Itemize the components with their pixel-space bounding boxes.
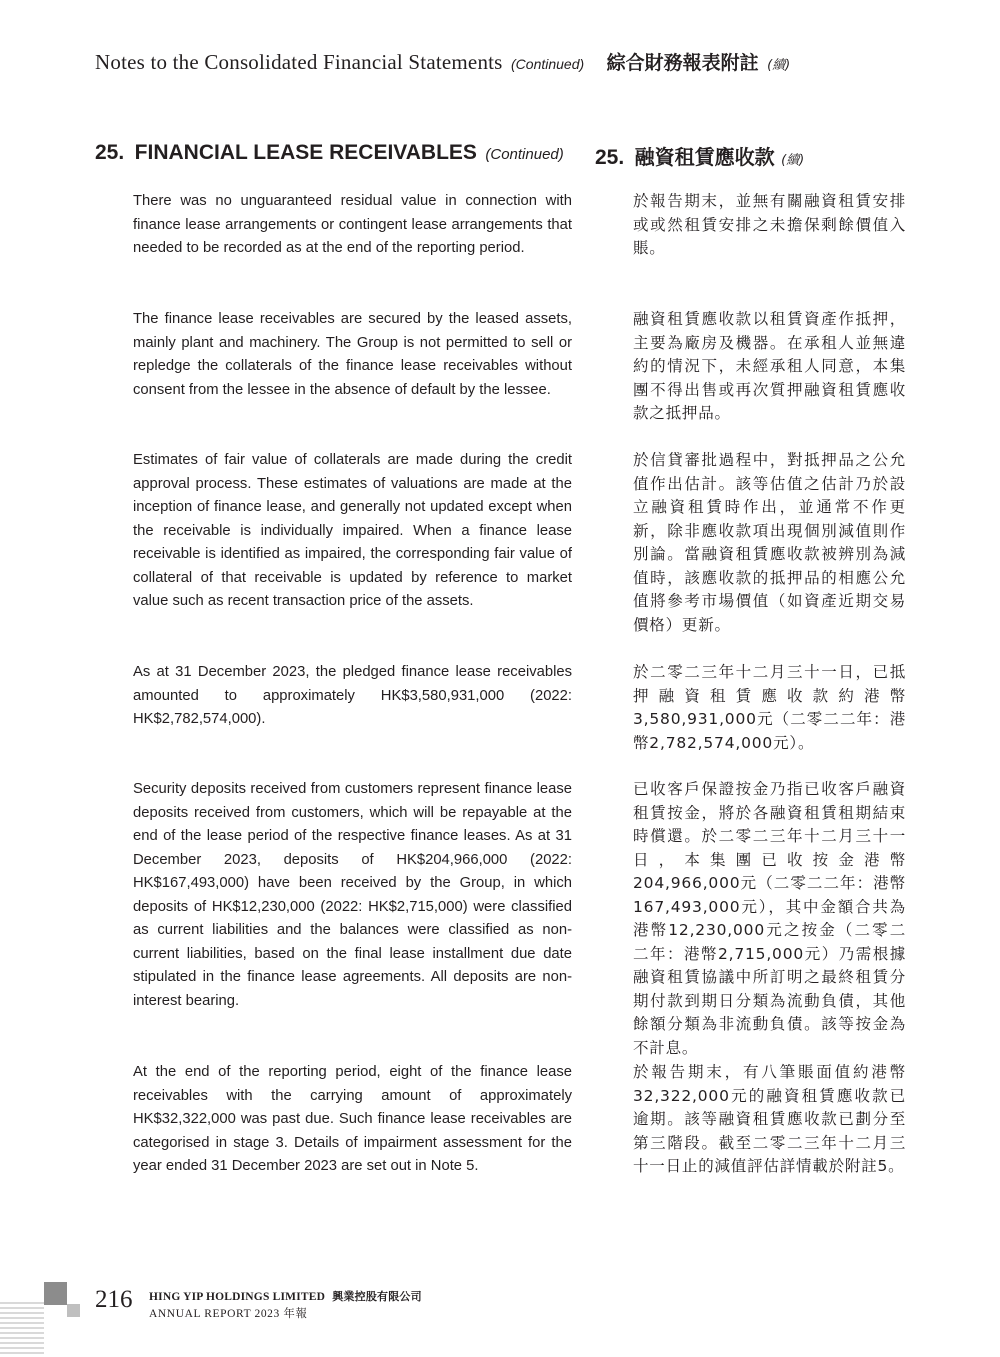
section-continued-zh: (續)	[781, 153, 805, 168]
paragraph-en: Security deposits received from customers represent finance lease deposits received from customers, which will be repayable at the end of the lease period of the respective finance leases. As at 31 December 2023, deposits of HK$204,966,000 (2022: HK$167,493,000) have been received by the Group, in which deposits of HK$12,230,000 (2022: HK$2,715,000) were classified as current liabilities and the balances were classified as non-current liabilities, based on the final lease installment due date stipulated in the finance lease agreements. All deposits are non-interest bearing.	[133, 781, 572, 1009]
company-name: HING YIP HOLDINGS LIMITED	[149, 1291, 326, 1303]
running-header	[95, 48, 790, 75]
paragraph-en: There was no unguaranteed residual value in connection with finance lease arrangements or contingent lease arrangements that needed to be recorded as at the end of the reporting period.	[133, 193, 572, 256]
paragraph-zh: 於信貸審批過程中，對抵押品之公允值作出估計。該等估值之估計乃於設立融資租賃時作出，並通常不作更新，除非應收款項出現個別減值則作別論。當融資租賃應收款被辨別為減值時，該應收款的抵押品的相應公允值將參考市場價值（如資產近期交易價格）更新。	[633, 451, 906, 634]
paragraph-zh: 於二零二三年十二月三十一日，已抵押融資租賃應收款約港幣3,580,931,000元（二零二二年：港幣2,782,574,000元）。	[633, 663, 906, 752]
paragraph-en: Estimates of fair value of collaterals are made during the credit approval process. These estimates of valuations are made at the inception of finance lease, and generally not updated except when the receivable is individually impaired. When a finance lease receivable is identified as impaired, the corresponding fair value of collateral of that receivable is updated by reference to market value such as recent transaction price of the assets.	[133, 452, 572, 609]
paragraph-zh: 於報告期末，有八筆賬面值約港幣32,322,000元的融資租賃應收款已逾期。該等融資租賃應收款已劃分至第三階段。截至二零二三年十二月三十一日止的減值評估詳情載於附註5。	[633, 1063, 906, 1175]
running-header-continued: (Continued)	[511, 56, 585, 72]
paragraph-en: The finance lease receivables are secured by the leased assets, mainly plant and machinery. The Group is not permitted to sell or repledge the collaterals of the finance lease receivables without consent from the lessee in the absence of default by the lessee.	[133, 311, 572, 398]
paragraph-en: As at 31 December 2023, the pledged finance lease receivables amounted to approximately HK$3,580,931,000 (2022: HK$2,782,574,000).	[133, 664, 572, 727]
page-number: 216	[95, 1286, 133, 1313]
running-header-continued-zh: (續)	[767, 58, 791, 73]
paragraph-zh: 已收客戶保證按金乃指已收客戶融資租賃按金，將於各融資租賃租期結束時償還。於二零二三年十二月三十一日，本集團已收按金港幣204,966,000元（二零二二年：港幣167,493,000元），其中金額合共為港幣12,230,000元之按金（二零二二年：港幣2,715,000元）乃需根據融資租賃協議中所訂明之最終租賃分期付款到期日分類為流動負債，其他餘額分類為非流動負債。該等按金為不計息。	[633, 780, 906, 1057]
company-name-zh: 興業控股有限公司	[332, 1290, 422, 1303]
annual-report-label: ANNUAL REPORT 2023 年報	[149, 1308, 308, 1320]
paragraph-zh: 融資租賃應收款以租賃資產作抵押，主要為廠房及機器。在承租人並無違約的情況下，未經承租人同意，本集團不得出售或再次質押融資租賃應收款之抵押品。	[633, 310, 906, 422]
section-number: 25.	[95, 141, 125, 164]
paragraph-en: At the end of the reporting period, eight of the finance lease receivables with the carrying amount of approximately HK$32,322,000 was past due. Such finance lease receivables are categorised in stage 3. Details of impairment assessment for the year ended 31 December 2023 are set out in Note 5.	[133, 1064, 572, 1174]
footer-decoration	[0, 1280, 90, 1357]
section-number-zh: 25.	[595, 146, 625, 169]
paragraph-zh: 於報告期末，並無有關融資租賃安排或或然租賃安排之未擔保剩餘價值入賬。	[633, 192, 906, 257]
running-header-title: Notes to the Consolidated Financial Statements	[95, 50, 503, 74]
section-title: FINANCIAL LEASE RECEIVABLES	[134, 141, 477, 164]
section-continued: (Continued)	[485, 146, 564, 163]
section-heading-zh	[595, 141, 804, 170]
running-header-title-zh: 綜合財務報表附註	[606, 52, 759, 74]
footer-company	[149, 1288, 422, 1321]
section-title-zh: 融資租賃應收款	[634, 145, 775, 169]
section-heading-en	[95, 141, 564, 165]
